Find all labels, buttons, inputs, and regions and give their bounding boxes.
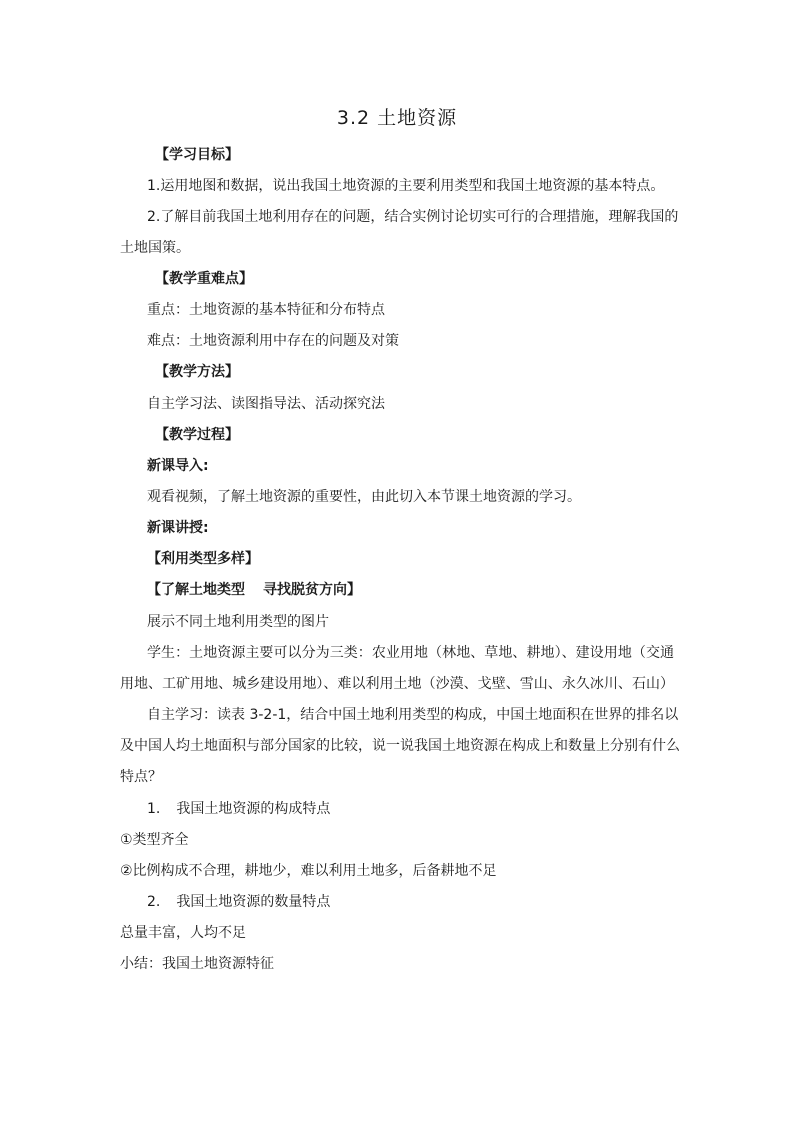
section-heading-land-types xyxy=(147,580,361,600)
key-point-difficulty: 难点：土地资源利用中存在的问题及对策 xyxy=(147,333,399,349)
point-1-item-a: ①类型齐全 xyxy=(120,832,189,848)
learning-goal-2-line-1: 2.了解目前我国土地利用存在的问题，结合实例讨论切实可行的合理措施，理解我国的 xyxy=(147,209,679,225)
point-1-text: 我国土地资源的构成特点 xyxy=(176,801,331,817)
methods-text: 自主学习法、读图指导法、活动探究法 xyxy=(147,396,385,412)
intro-text: 观看视频，了解土地资源的重要性，由此切入本节课土地资源的学习。 xyxy=(147,489,581,505)
self-study-line-3: 特点？ xyxy=(120,769,162,785)
point-2-text: 我国土地资源的数量特点 xyxy=(176,894,331,910)
key-points-heading: 【教学重难点】 xyxy=(155,271,253,287)
document-title: 3.2 土地资源 xyxy=(336,107,458,129)
methods-heading: 【教学方法】 xyxy=(155,364,239,380)
lecture-label: 新课讲授: xyxy=(147,520,209,536)
point-1-number: 1. xyxy=(147,801,161,817)
section-heading-usage-types: 【利用类型多样】 xyxy=(147,551,259,567)
point-2-item-a: 总量丰富，人均不足 xyxy=(120,925,246,941)
point-1 xyxy=(147,799,330,819)
point-2-number: 2. xyxy=(147,894,161,910)
summary-text: 小结：我国土地资源特征 xyxy=(120,956,274,972)
self-study-line-2: 及中国人均土地面积与部分国家的比较，说一说我国土地资源在构成上和数量上分别有什么 xyxy=(120,738,680,754)
student-answer-line-2: 用地、工矿用地、城乡建设用地）、难以利用土地（沙漠、戈壁、雪山、永久冰川、石山） xyxy=(120,676,674,692)
student-answer-line-1: 学生：土地资源主要可以分为三类：农业用地（林地、草地、耕地）、建设用地（交通 xyxy=(147,645,674,661)
self-study-line-1: 自主学习：读表 3-2-1，结合中国土地利用类型的构成，中国土地面积在世界的排名以 xyxy=(147,707,679,723)
point-1-item-b: ②比例构成不合理，耕地少，难以利用土地多，后备耕地不足 xyxy=(120,863,497,879)
section-heading-land-types-part-2: 寻找脱贫方向】 xyxy=(263,582,361,598)
learning-goals-heading: 【学习目标】 xyxy=(155,147,239,163)
key-point-focus: 重点：土地资源的基本特征和分布特点 xyxy=(147,302,385,318)
show-pictures-text: 展示不同土地利用类型的图片 xyxy=(147,614,329,630)
point-2 xyxy=(147,892,330,912)
learning-goal-1: 1.运用地图和数据，说出我国土地资源的主要利用类型和我国土地资源的基本特点。 xyxy=(147,178,665,194)
intro-label: 新课导入: xyxy=(147,458,209,474)
section-heading-land-types-part-1: 【了解土地类型 xyxy=(147,582,245,598)
learning-goal-2-line-2: 土地国策。 xyxy=(120,240,190,256)
process-heading: 【教学过程】 xyxy=(155,427,239,443)
